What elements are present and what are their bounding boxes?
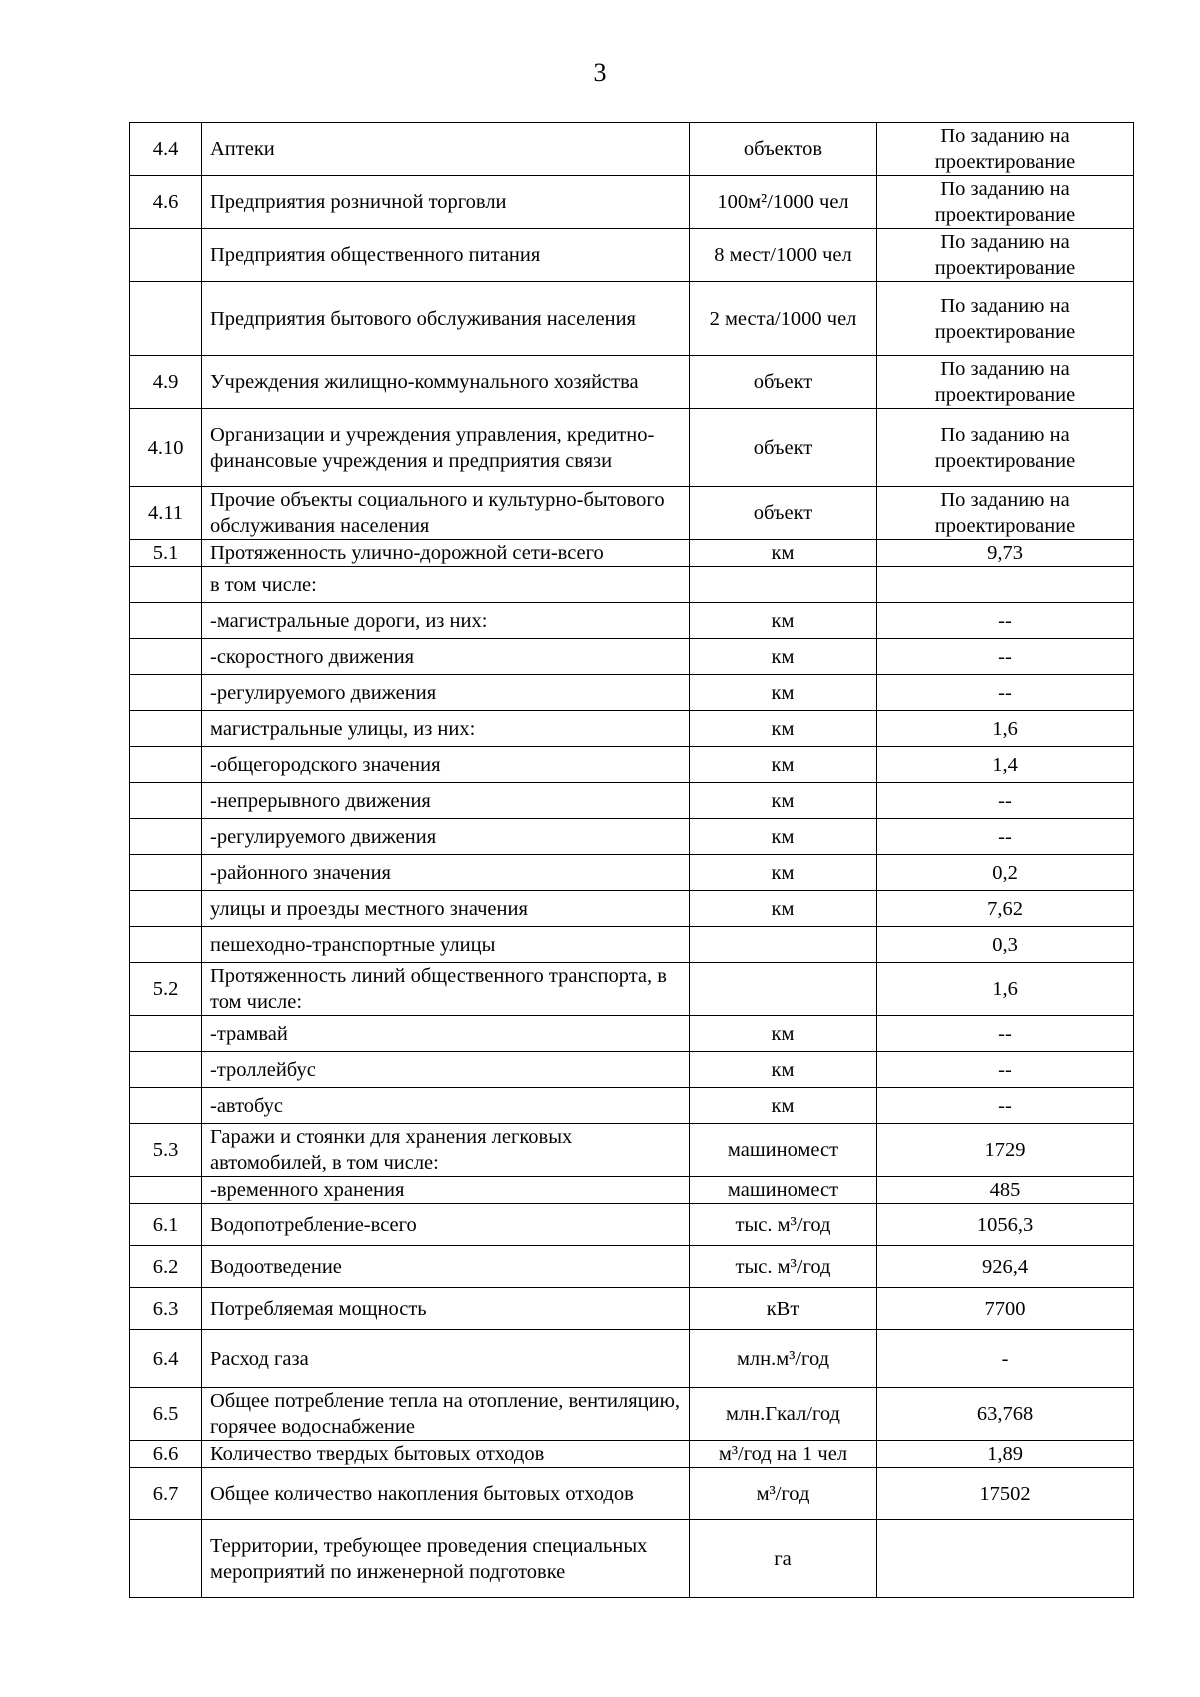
cell-name: Водоотведение — [202, 1246, 690, 1288]
cell-num: 5.3 — [130, 1124, 202, 1177]
cell-value: 926,4 — [877, 1246, 1134, 1288]
cell-name: магистральные улицы, из них: — [202, 711, 690, 747]
cell-name: Количество твердых бытовых отходов — [202, 1441, 690, 1468]
cell-name: Общее количество накопления бытовых отходов — [202, 1468, 690, 1520]
cell-value: 1,6 — [877, 711, 1134, 747]
table-row — [130, 927, 1134, 963]
cell-unit: км — [690, 675, 877, 711]
cell-value: По заданию на проектирование — [877, 409, 1134, 487]
cell-name: Расход газа — [202, 1330, 690, 1388]
table-row — [130, 1288, 1134, 1330]
cell-value: -- — [877, 675, 1134, 711]
indicators-table — [129, 122, 1134, 1598]
cell-num: 6.2 — [130, 1246, 202, 1288]
cell-unit: км — [690, 711, 877, 747]
cell-unit: объект — [690, 487, 877, 540]
table-row — [130, 356, 1134, 409]
cell-name: Предприятия розничной торговли — [202, 176, 690, 229]
cell-value: -- — [877, 783, 1134, 819]
cell-value: 17502 — [877, 1468, 1134, 1520]
cell-unit: м³/год на 1 чел — [690, 1441, 877, 1468]
table-row — [130, 1124, 1134, 1177]
cell-unit: 8 мест/1000 чел — [690, 229, 877, 282]
table-row — [130, 487, 1134, 540]
cell-unit: км — [690, 855, 877, 891]
table-row — [130, 747, 1134, 783]
cell-unit: 2 места/1000 чел — [690, 282, 877, 356]
cell-num — [130, 819, 202, 855]
cell-name: -трамвай — [202, 1016, 690, 1052]
table-row — [130, 963, 1134, 1016]
cell-value: -- — [877, 1088, 1134, 1124]
cell-value: 1,6 — [877, 963, 1134, 1016]
cell-name: улицы и проезды местного значения — [202, 891, 690, 927]
table-row — [130, 1330, 1134, 1388]
cell-value: 7,62 — [877, 891, 1134, 927]
cell-unit: 100м²/1000 чел — [690, 176, 877, 229]
cell-num: 6.6 — [130, 1441, 202, 1468]
cell-unit: км — [690, 639, 877, 675]
cell-num: 5.1 — [130, 540, 202, 567]
cell-unit: км — [690, 891, 877, 927]
cell-name: Предприятия бытового обслуживания населения — [202, 282, 690, 356]
cell-value: 1,89 — [877, 1441, 1134, 1468]
cell-name: Организации и учреждения управления, кредитно-финансовые учреждения и предприятия связи — [202, 409, 690, 487]
table-row — [130, 1204, 1134, 1246]
cell-name: Территории, требующее проведения специальных мероприятий по инженерной подготовке — [202, 1520, 690, 1598]
cell-num — [130, 891, 202, 927]
cell-value: 0,3 — [877, 927, 1134, 963]
cell-unit: км — [690, 540, 877, 567]
cell-num — [130, 855, 202, 891]
cell-unit: км — [690, 1088, 877, 1124]
table-row — [130, 783, 1134, 819]
cell-value: По заданию на проектирование — [877, 282, 1134, 356]
cell-num — [130, 1016, 202, 1052]
cell-unit: тыс. м³/год — [690, 1204, 877, 1246]
cell-num: 6.1 — [130, 1204, 202, 1246]
cell-num — [130, 927, 202, 963]
cell-value: 9,73 — [877, 540, 1134, 567]
cell-value: 0,2 — [877, 855, 1134, 891]
table-row — [130, 1177, 1134, 1204]
table-row — [130, 540, 1134, 567]
cell-unit: машиномест — [690, 1177, 877, 1204]
cell-unit: объект — [690, 409, 877, 487]
cell-num — [130, 711, 202, 747]
table-row — [130, 1016, 1134, 1052]
table-row — [130, 639, 1134, 675]
cell-num: 4.4 — [130, 123, 202, 176]
table-row — [130, 819, 1134, 855]
cell-unit: объектов — [690, 123, 877, 176]
cell-value — [877, 1520, 1134, 1598]
cell-value — [877, 567, 1134, 603]
cell-value: 1729 — [877, 1124, 1134, 1177]
cell-value: 485 — [877, 1177, 1134, 1204]
cell-num — [130, 567, 202, 603]
cell-unit: машиномест — [690, 1124, 877, 1177]
cell-name: -троллейбус — [202, 1052, 690, 1088]
cell-name: пешеходно-транспортные улицы — [202, 927, 690, 963]
cell-num: 4.6 — [130, 176, 202, 229]
cell-value: -- — [877, 819, 1134, 855]
cell-value: -- — [877, 1052, 1134, 1088]
cell-unit: км — [690, 1052, 877, 1088]
table-row — [130, 409, 1134, 487]
cell-value: По заданию на проектирование — [877, 123, 1134, 176]
cell-value: -- — [877, 639, 1134, 675]
cell-num — [130, 603, 202, 639]
cell-name: Потребляемая мощность — [202, 1288, 690, 1330]
cell-value: По заданию на проектирование — [877, 229, 1134, 282]
cell-num — [130, 675, 202, 711]
cell-num: 4.11 — [130, 487, 202, 540]
cell-unit: кВт — [690, 1288, 877, 1330]
cell-unit: га — [690, 1520, 877, 1598]
cell-num — [130, 747, 202, 783]
cell-unit — [690, 567, 877, 603]
cell-name: Учреждения жилищно-коммунального хозяйства — [202, 356, 690, 409]
table-row — [130, 1441, 1134, 1468]
cell-unit — [690, 963, 877, 1016]
cell-name: Протяженность улично-дорожной сети-всего — [202, 540, 690, 567]
cell-name: Протяженность линий общественного транспорта, в том числе: — [202, 963, 690, 1016]
cell-name: -временного хранения — [202, 1177, 690, 1204]
cell-unit: млн.Гкал/год — [690, 1388, 877, 1441]
cell-unit: км — [690, 819, 877, 855]
cell-unit: м³/год — [690, 1468, 877, 1520]
cell-value: 7700 — [877, 1288, 1134, 1330]
table-row — [130, 603, 1134, 639]
cell-num: 6.5 — [130, 1388, 202, 1441]
cell-name: -общегородского значения — [202, 747, 690, 783]
cell-num — [130, 1052, 202, 1088]
cell-unit: км — [690, 783, 877, 819]
cell-num — [130, 282, 202, 356]
table-row — [130, 855, 1134, 891]
cell-value: 1,4 — [877, 747, 1134, 783]
cell-unit: км — [690, 1016, 877, 1052]
table-row — [130, 675, 1134, 711]
table-row — [130, 1520, 1134, 1598]
cell-num: 6.7 — [130, 1468, 202, 1520]
table-row — [130, 229, 1134, 282]
table-row — [130, 1052, 1134, 1088]
cell-name: в том числе: — [202, 567, 690, 603]
indicators-table-body — [130, 123, 1134, 1598]
cell-value: -- — [877, 603, 1134, 639]
cell-num: 6.3 — [130, 1288, 202, 1330]
cell-num: 4.9 — [130, 356, 202, 409]
cell-name: -регулируемого движения — [202, 819, 690, 855]
cell-value: -- — [877, 1016, 1134, 1052]
cell-value: - — [877, 1330, 1134, 1388]
table-row — [130, 282, 1134, 356]
cell-name: Предприятия общественного питания — [202, 229, 690, 282]
cell-num — [130, 1177, 202, 1204]
cell-name: Гаражи и стоянки для хранения легковых автомобилей, в том числе: — [202, 1124, 690, 1177]
table-row — [130, 1088, 1134, 1124]
cell-unit: тыс. м³/год — [690, 1246, 877, 1288]
cell-unit: км — [690, 603, 877, 639]
table-row — [130, 711, 1134, 747]
cell-name: -районного значения — [202, 855, 690, 891]
cell-num: 5.2 — [130, 963, 202, 1016]
table-row — [130, 1468, 1134, 1520]
cell-num — [130, 1520, 202, 1598]
cell-num — [130, 229, 202, 282]
cell-value: 1056,3 — [877, 1204, 1134, 1246]
cell-name: -регулируемого движения — [202, 675, 690, 711]
table-row — [130, 123, 1134, 176]
cell-unit: км — [690, 747, 877, 783]
cell-name: -непрерывного движения — [202, 783, 690, 819]
page-number: 3 — [593, 58, 607, 87]
cell-num — [130, 1088, 202, 1124]
cell-name: Водопотребление-всего — [202, 1204, 690, 1246]
table-row — [130, 1388, 1134, 1441]
cell-unit: млн.м³/год — [690, 1330, 877, 1388]
cell-num — [130, 639, 202, 675]
cell-value: По заданию на проектирование — [877, 487, 1134, 540]
cell-name: -магистральные дороги, из них: — [202, 603, 690, 639]
cell-value: По заданию на проектирование — [877, 356, 1134, 409]
table-row — [130, 1246, 1134, 1288]
cell-name: -скоростного движения — [202, 639, 690, 675]
cell-num — [130, 783, 202, 819]
cell-name: Прочие объекты социального и культурно-бытового обслуживания населения — [202, 487, 690, 540]
cell-num: 4.10 — [130, 409, 202, 487]
cell-name: Общее потребление тепла на отопление, вентиляцию, горячее водоснабжение — [202, 1388, 690, 1441]
cell-value: 63,768 — [877, 1388, 1134, 1441]
table-row — [130, 891, 1134, 927]
cell-unit — [690, 927, 877, 963]
table-row — [130, 567, 1134, 603]
cell-name: -автобус — [202, 1088, 690, 1124]
cell-unit: объект — [690, 356, 877, 409]
cell-num: 6.4 — [130, 1330, 202, 1388]
cell-name: Аптеки — [202, 123, 690, 176]
cell-value: По заданию на проектирование — [877, 176, 1134, 229]
table-row — [130, 176, 1134, 229]
